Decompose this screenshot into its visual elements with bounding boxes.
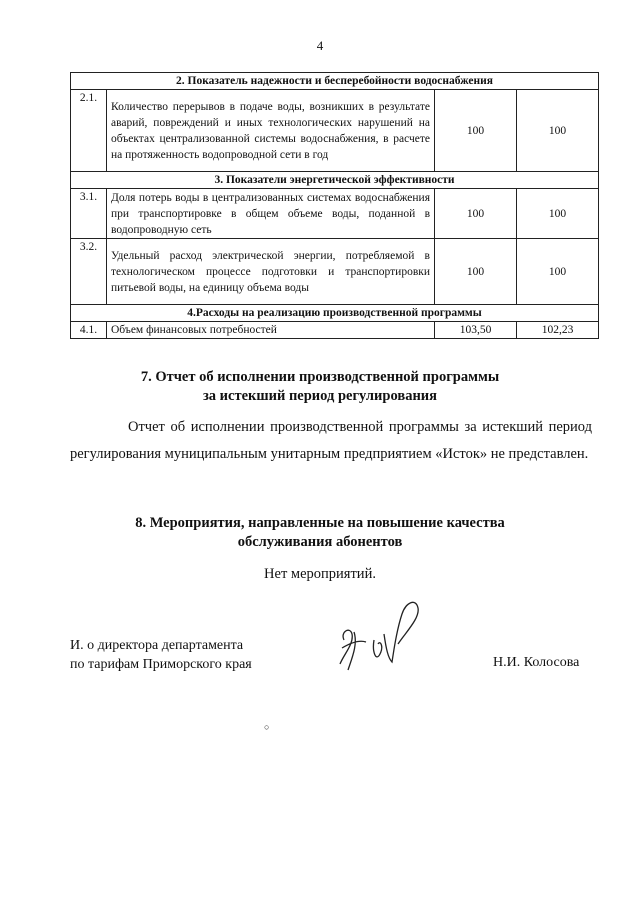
scan-mark: ○	[264, 722, 270, 732]
row-description: Количество перерывов в подаче воды, возникших в результате аварий, повреждений и иных технологических нарушений на объектах централизованной системы водоснабжения, в расчете на протяженность водопроводной сети в год	[107, 90, 435, 172]
section-title: 2. Показатель надежности и бесперебойности водоснабжения	[71, 73, 599, 90]
table-row	[71, 322, 599, 339]
row-value-1: 100	[435, 189, 517, 239]
section7-paragraph: Отчет об исполнении производственной программы за истекший период регулирования муниципальным унитарным предприятием «Исток» не представлен.	[70, 419, 592, 462]
row-number: 4.1.	[71, 322, 107, 339]
section8-heading	[0, 514, 640, 552]
section8-heading-line2: обслуживания абонентов	[237, 534, 403, 550]
row-description: Удельный расход электрической энергии, потребляемой в технологическом процессе подготовки и транспортировки питьевой воды, на единицу объема воды	[107, 239, 435, 305]
row-value-1: 100	[435, 239, 517, 305]
row-value-2: 100	[517, 189, 599, 239]
row-description: Объем финансовых потребностей	[107, 322, 435, 339]
row-number: 3.2.	[71, 239, 107, 305]
section7-heading-line2: за истекший период регулирования	[202, 388, 438, 404]
section7-text	[70, 414, 592, 468]
row-value-2: 100	[517, 90, 599, 172]
section-title: 4.Расходы на реализацию производственной программы	[71, 305, 599, 322]
row-value-1: 100	[435, 90, 517, 172]
position-line2: по тарифам Приморского края	[70, 657, 252, 672]
indicators-table	[70, 72, 599, 339]
row-value-2: 102,23	[517, 322, 599, 339]
signatory-position	[70, 636, 252, 674]
row-value-2: 100	[517, 239, 599, 305]
section8-heading-line1: 8. Мероприятия, направленные на повышение качества	[135, 515, 505, 531]
section-row	[71, 73, 599, 90]
position-line1: И. о директора департамента	[70, 638, 244, 653]
handwritten-signature	[322, 592, 442, 682]
row-description: Доля потерь воды в централизованных системах водоснабжения при транспортировке в общем объеме воды, поданной в водопроводную сеть	[107, 189, 435, 239]
row-number: 3.1.	[71, 189, 107, 239]
row-number: 2.1.	[71, 90, 107, 172]
section7-heading-line1: 7. Отчет об исполнении производственной программы	[140, 369, 500, 385]
table-row	[71, 239, 599, 305]
row-value-1: 103,50	[435, 322, 517, 339]
page-number: 4	[316, 38, 324, 53]
section7-heading	[0, 368, 640, 406]
section-title: 3. Показатели энергетической эффективности	[71, 172, 599, 189]
table-row	[71, 189, 599, 239]
section8-text: Нет мероприятий.	[264, 566, 376, 582]
table-row	[71, 90, 599, 172]
section-row	[71, 305, 599, 322]
section-row	[71, 172, 599, 189]
signatory-name: Н.И. Колосова	[493, 655, 580, 670]
